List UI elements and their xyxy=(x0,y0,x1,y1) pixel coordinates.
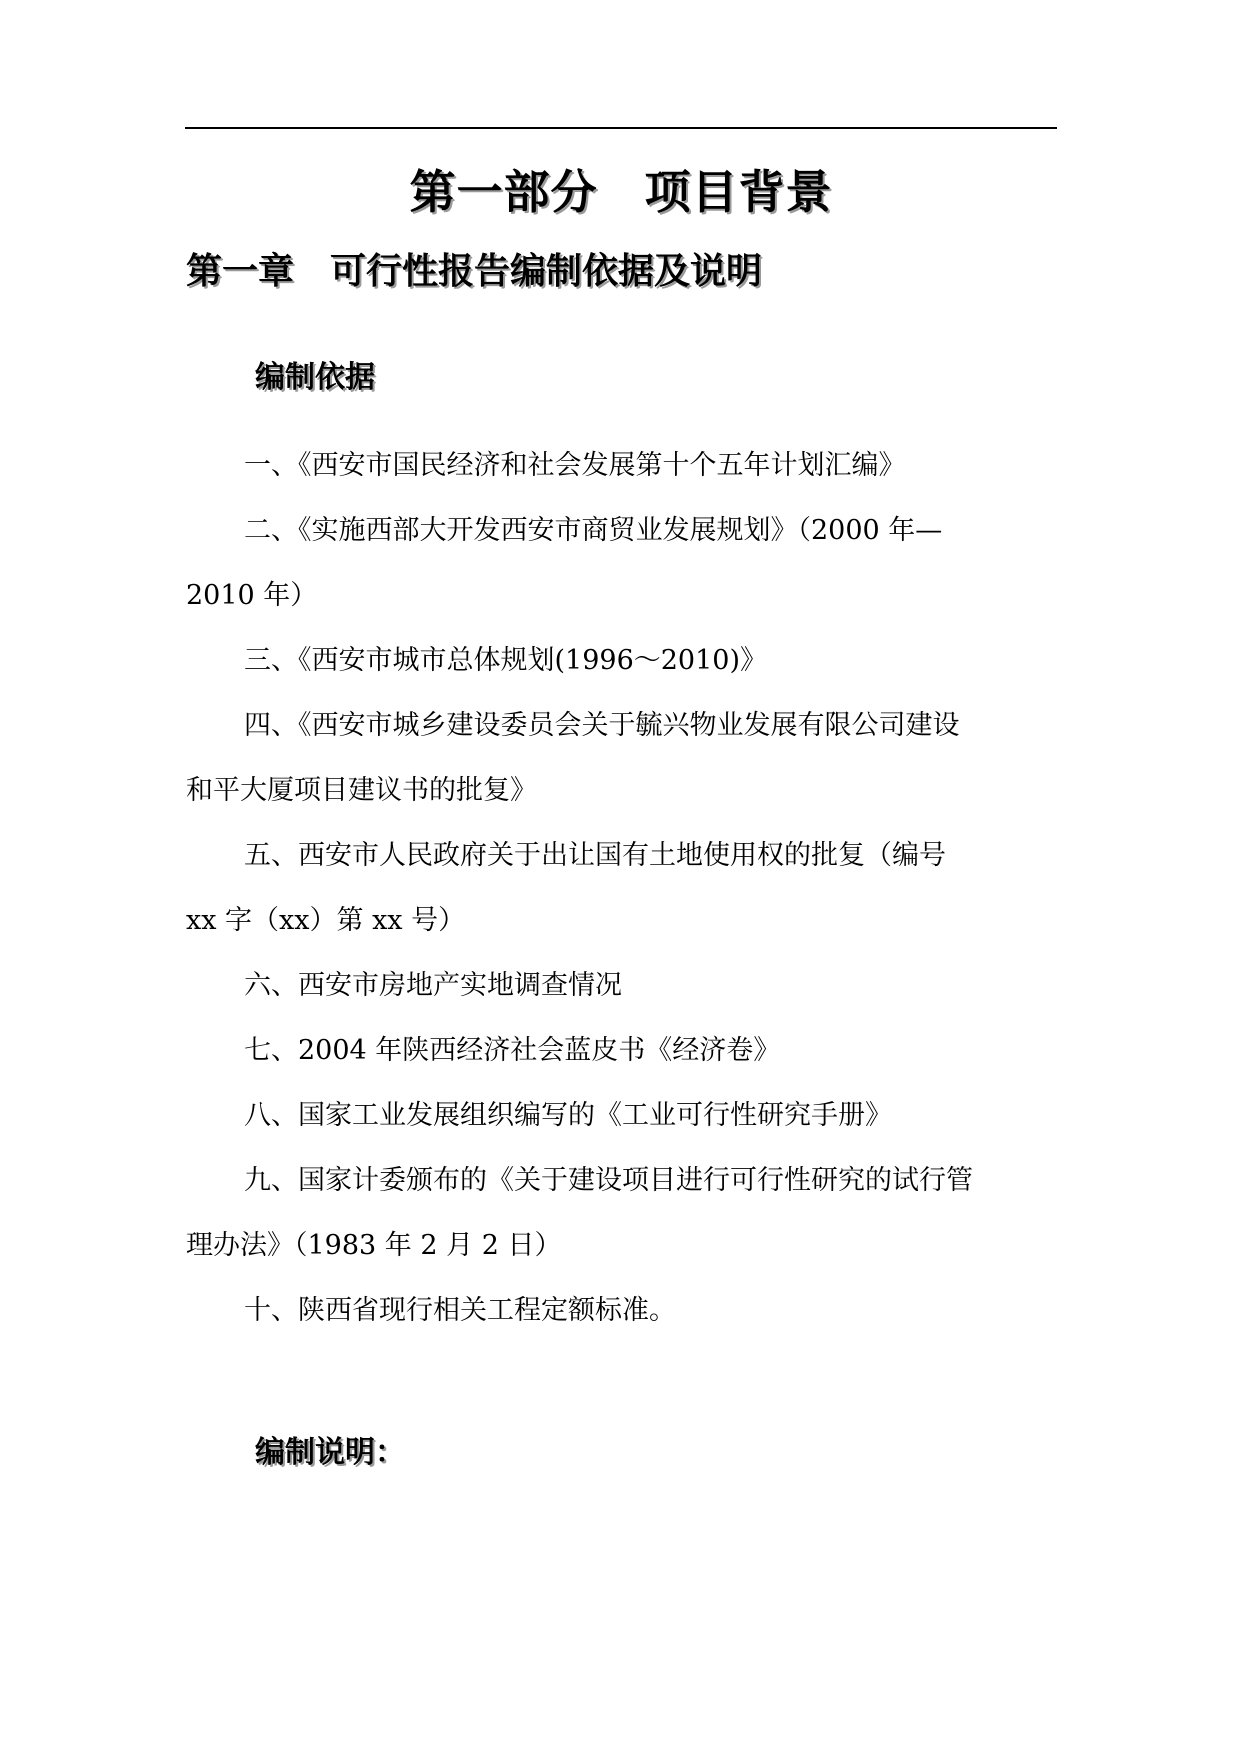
basis-item: 四、《西安市城乡建设委员会关于毓兴物业发展有限公司建设和平大厦项目建议书的批复》 xyxy=(186,710,960,806)
basis-item: 六、西安市房地产实地调查情况 xyxy=(244,970,622,1001)
basis-list xyxy=(186,433,976,1343)
header-rule xyxy=(185,127,1057,129)
basis-item: 九、国家计委颁布的《关于建设项目进行可行性研究的试行管理办法》（1983 年 2 月 2 日） xyxy=(186,1165,973,1261)
basis-item: 五、西安市人民政府关于出让国有土地使用权的批复（编号 xx 字（xx）第 xx 号） xyxy=(186,840,946,936)
basis-item: 三、《西安市城市总体规划(1996～2010)》 xyxy=(244,645,767,676)
basis-heading: 编制依据 xyxy=(255,360,375,395)
basis-item: 二、《实施西部大开发西安市商贸业发展规划》（2000 年—2010 年） xyxy=(186,515,943,611)
chapter-title: 第一章 可行性报告编制依据及说明 xyxy=(186,251,763,292)
basis-item: 八、国家工业发展组织编写的《工业可行性研究手册》 xyxy=(244,1100,892,1131)
notes-heading: 编制说明： xyxy=(255,1435,405,1470)
part-title: 第一部分 项目背景 xyxy=(409,165,833,219)
basis-item: 十、陕西省现行相关工程定额标准。 xyxy=(244,1295,676,1326)
basis-item: 一、《西安市国民经济和社会发展第十个五年计划汇编》 xyxy=(244,450,906,481)
basis-item: 七、2004 年陕西经济社会蓝皮书《经济卷》 xyxy=(244,1035,781,1066)
